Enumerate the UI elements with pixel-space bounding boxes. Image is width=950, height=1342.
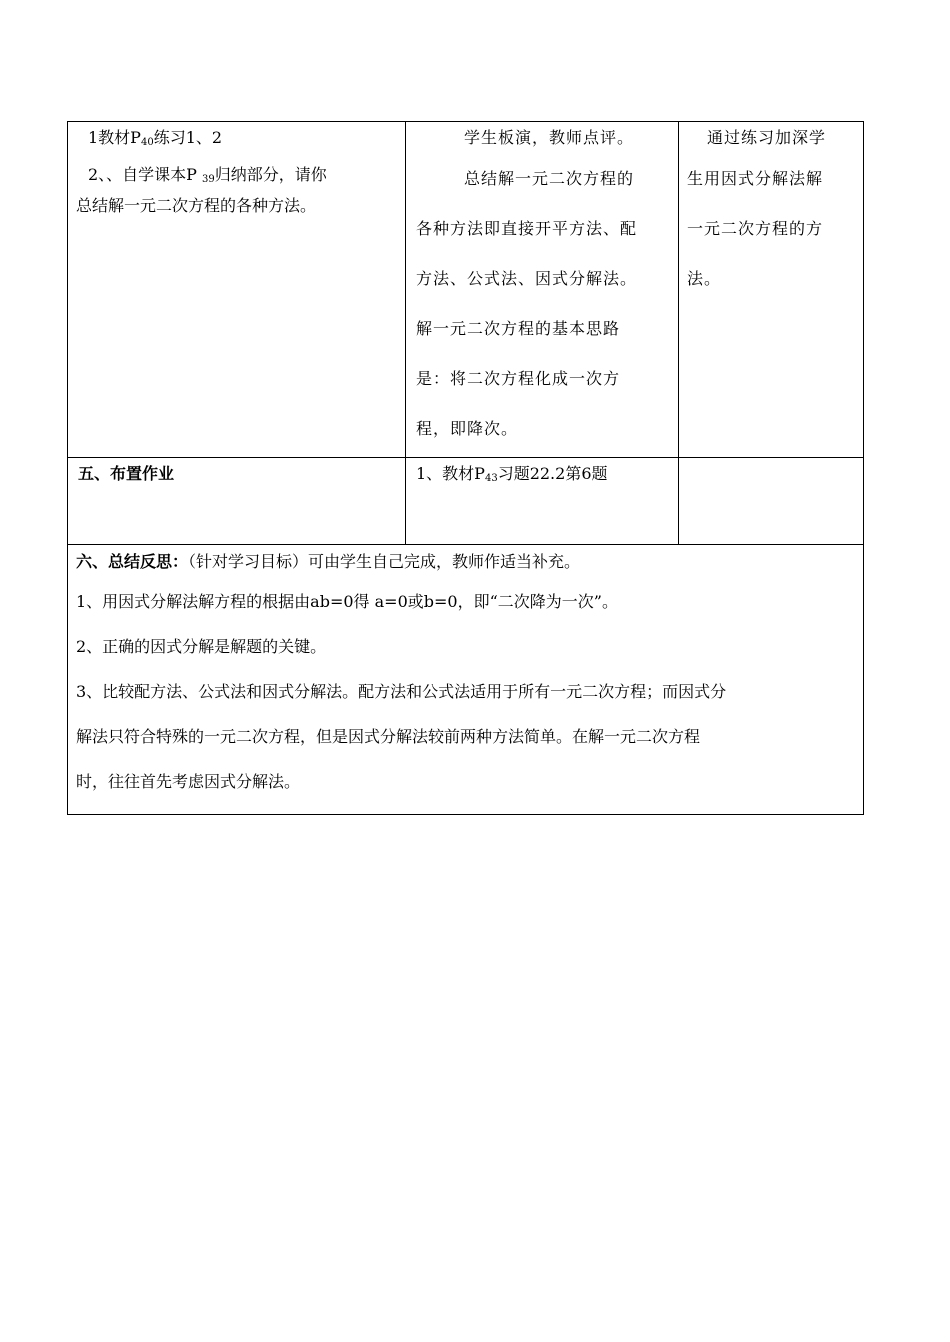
reflection-line: 解法只符合特殊的一元二次方程，但是因式分解法较前两种方法简单。在解一元二次方程 — [76, 727, 701, 746]
reflection-heading: 六、总结反思： — [76, 552, 189, 571]
reflection-cell — [68, 545, 864, 815]
activity-line: 方法、公式法、因式分解法。 — [416, 269, 638, 288]
design-intent-cell — [679, 122, 864, 458]
activity-line: 学生板演，教师点评。 — [464, 128, 635, 147]
reflection-heading-line: 六、总结反思：（针对学习目标）可由学生自己完成，教师作适当补充。 — [76, 552, 581, 571]
intent-line: 通过练习加深学 — [707, 128, 827, 147]
homework-heading: 五、布置作业 — [78, 464, 175, 483]
intent-line: 生用因式分解法解 — [687, 169, 824, 188]
reflection-line: 3、比较配方法、公式法和因式分解法。配方法和公式法适用于所有一元二次方程；而因式分 — [76, 682, 727, 701]
practice-line-3: 总结解一元二次方程的各种方法。 — [76, 196, 317, 215]
activity-line: 总结解一元二次方程的 — [464, 169, 635, 188]
reflection-line: 时，往往首先考虑因式分解法。 — [76, 772, 301, 791]
student-activity-cell — [406, 122, 679, 458]
reflection-line: 2、正确的因式分解是解题的关键。 — [76, 637, 327, 656]
homework-task: 1、教材$P_{43}$习题22.2第6题 — [416, 464, 608, 484]
intent-line: 一元二次方程的方 — [687, 219, 824, 238]
homework-heading-cell — [68, 458, 406, 545]
activity-line: 解一元二次方程的基本思路 — [416, 319, 621, 338]
activity-line: 各种方法即直接开平方法、配 — [416, 219, 638, 238]
practice-task-cell — [68, 122, 406, 458]
table-row-homework — [68, 458, 864, 545]
lesson-plan-table — [67, 121, 864, 815]
activity-line: 程，即降次。 — [416, 419, 519, 438]
practice-line-1: 1教材$P_{40}$练习1、2 — [88, 128, 223, 148]
homework-empty-cell — [679, 458, 864, 545]
table-row-practice — [68, 122, 864, 458]
practice-line-2: 2、、自学课本P $_{39}$归纳部分，请你 — [88, 165, 327, 185]
activity-line: 是：将二次方程化成一次方 — [416, 369, 621, 388]
table-row-reflection — [68, 545, 864, 815]
homework-task-cell — [406, 458, 679, 545]
intent-line: 法。 — [687, 269, 722, 288]
reflection-line: 1、用因式分解法解方程的根据由ab=0得 a=0或b=0，即“二次降为一次”。 — [76, 592, 618, 611]
